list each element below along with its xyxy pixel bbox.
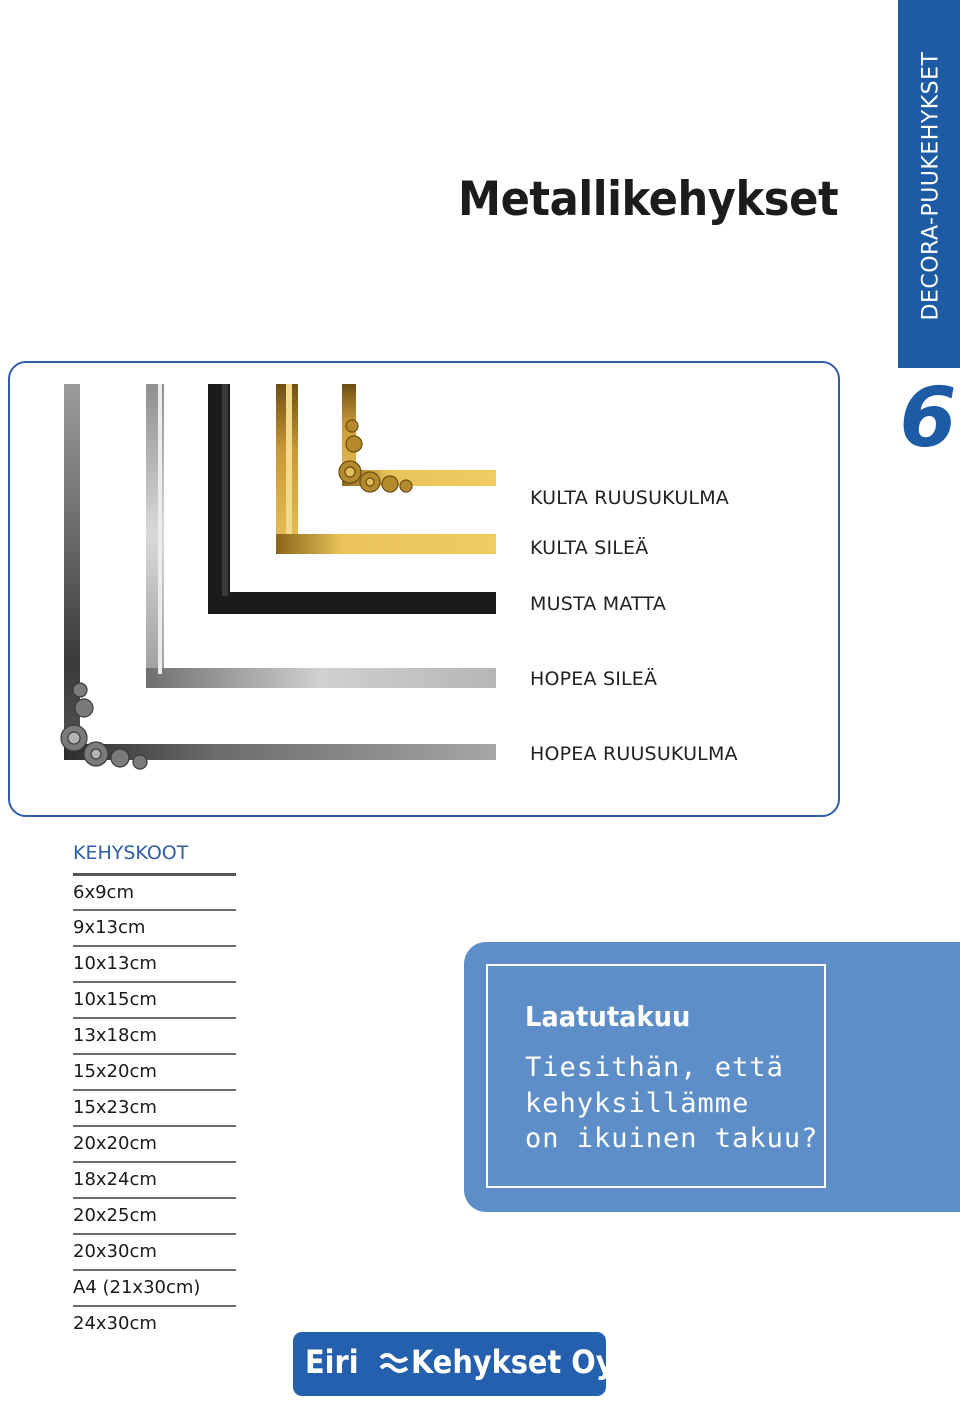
size-item: 20x20cm	[73, 1125, 236, 1161]
frame-label-hopea-silea: HOPEA SILEÄ	[530, 668, 658, 690]
size-item: 10x15cm	[73, 981, 236, 1017]
sizes-heading: KEHYSKOOT	[73, 842, 189, 864]
size-item: 18x24cm	[73, 1161, 236, 1197]
size-item: 10x13cm	[73, 945, 236, 981]
logo-text-eiri: Eiri	[305, 1343, 359, 1381]
size-item: 13x18cm	[73, 1017, 236, 1053]
company-logo	[293, 1332, 615, 1396]
size-item: 20x25cm	[73, 1197, 236, 1233]
frame-label-kulta-ruusukulma: KULTA RUUSUKULMA	[530, 487, 730, 509]
quality-guarantee-line: kehyksillämme	[525, 1088, 750, 1119]
frame-samples-image	[50, 382, 500, 782]
logo-text-kehykset: Kehykset Oy	[411, 1343, 615, 1381]
wave-icon	[379, 1352, 409, 1376]
quality-guarantee-line: Tiesithän, että	[525, 1052, 784, 1083]
quality-guarantee-line: on ikuinen takuu?	[525, 1123, 819, 1154]
frame-label-kulta-silea: KULTA SILEÄ	[530, 537, 649, 559]
page-title: Metallikehykset	[458, 172, 839, 227]
quality-guarantee-title: Laatutakuu	[525, 1000, 691, 1033]
size-item: 6x9cm	[73, 873, 236, 909]
size-item: 9x13cm	[73, 909, 236, 945]
chapter-number: 6	[899, 371, 957, 466]
size-item: 20x30cm	[73, 1233, 236, 1269]
size-item: 15x20cm	[73, 1053, 236, 1089]
frame-label-musta-matta: MUSTA MATTA	[530, 593, 667, 615]
frame-label-hopea-ruusukulma: HOPEA RUUSUKULMA	[530, 743, 738, 765]
side-tab-label: DECORA-PUUKEHYKSET	[918, 51, 944, 321]
size-item: A4 (21x30cm)	[73, 1269, 236, 1305]
sizes-list	[73, 873, 236, 1341]
size-item: 15x23cm	[73, 1089, 236, 1125]
size-item: 24x30cm	[73, 1305, 236, 1341]
